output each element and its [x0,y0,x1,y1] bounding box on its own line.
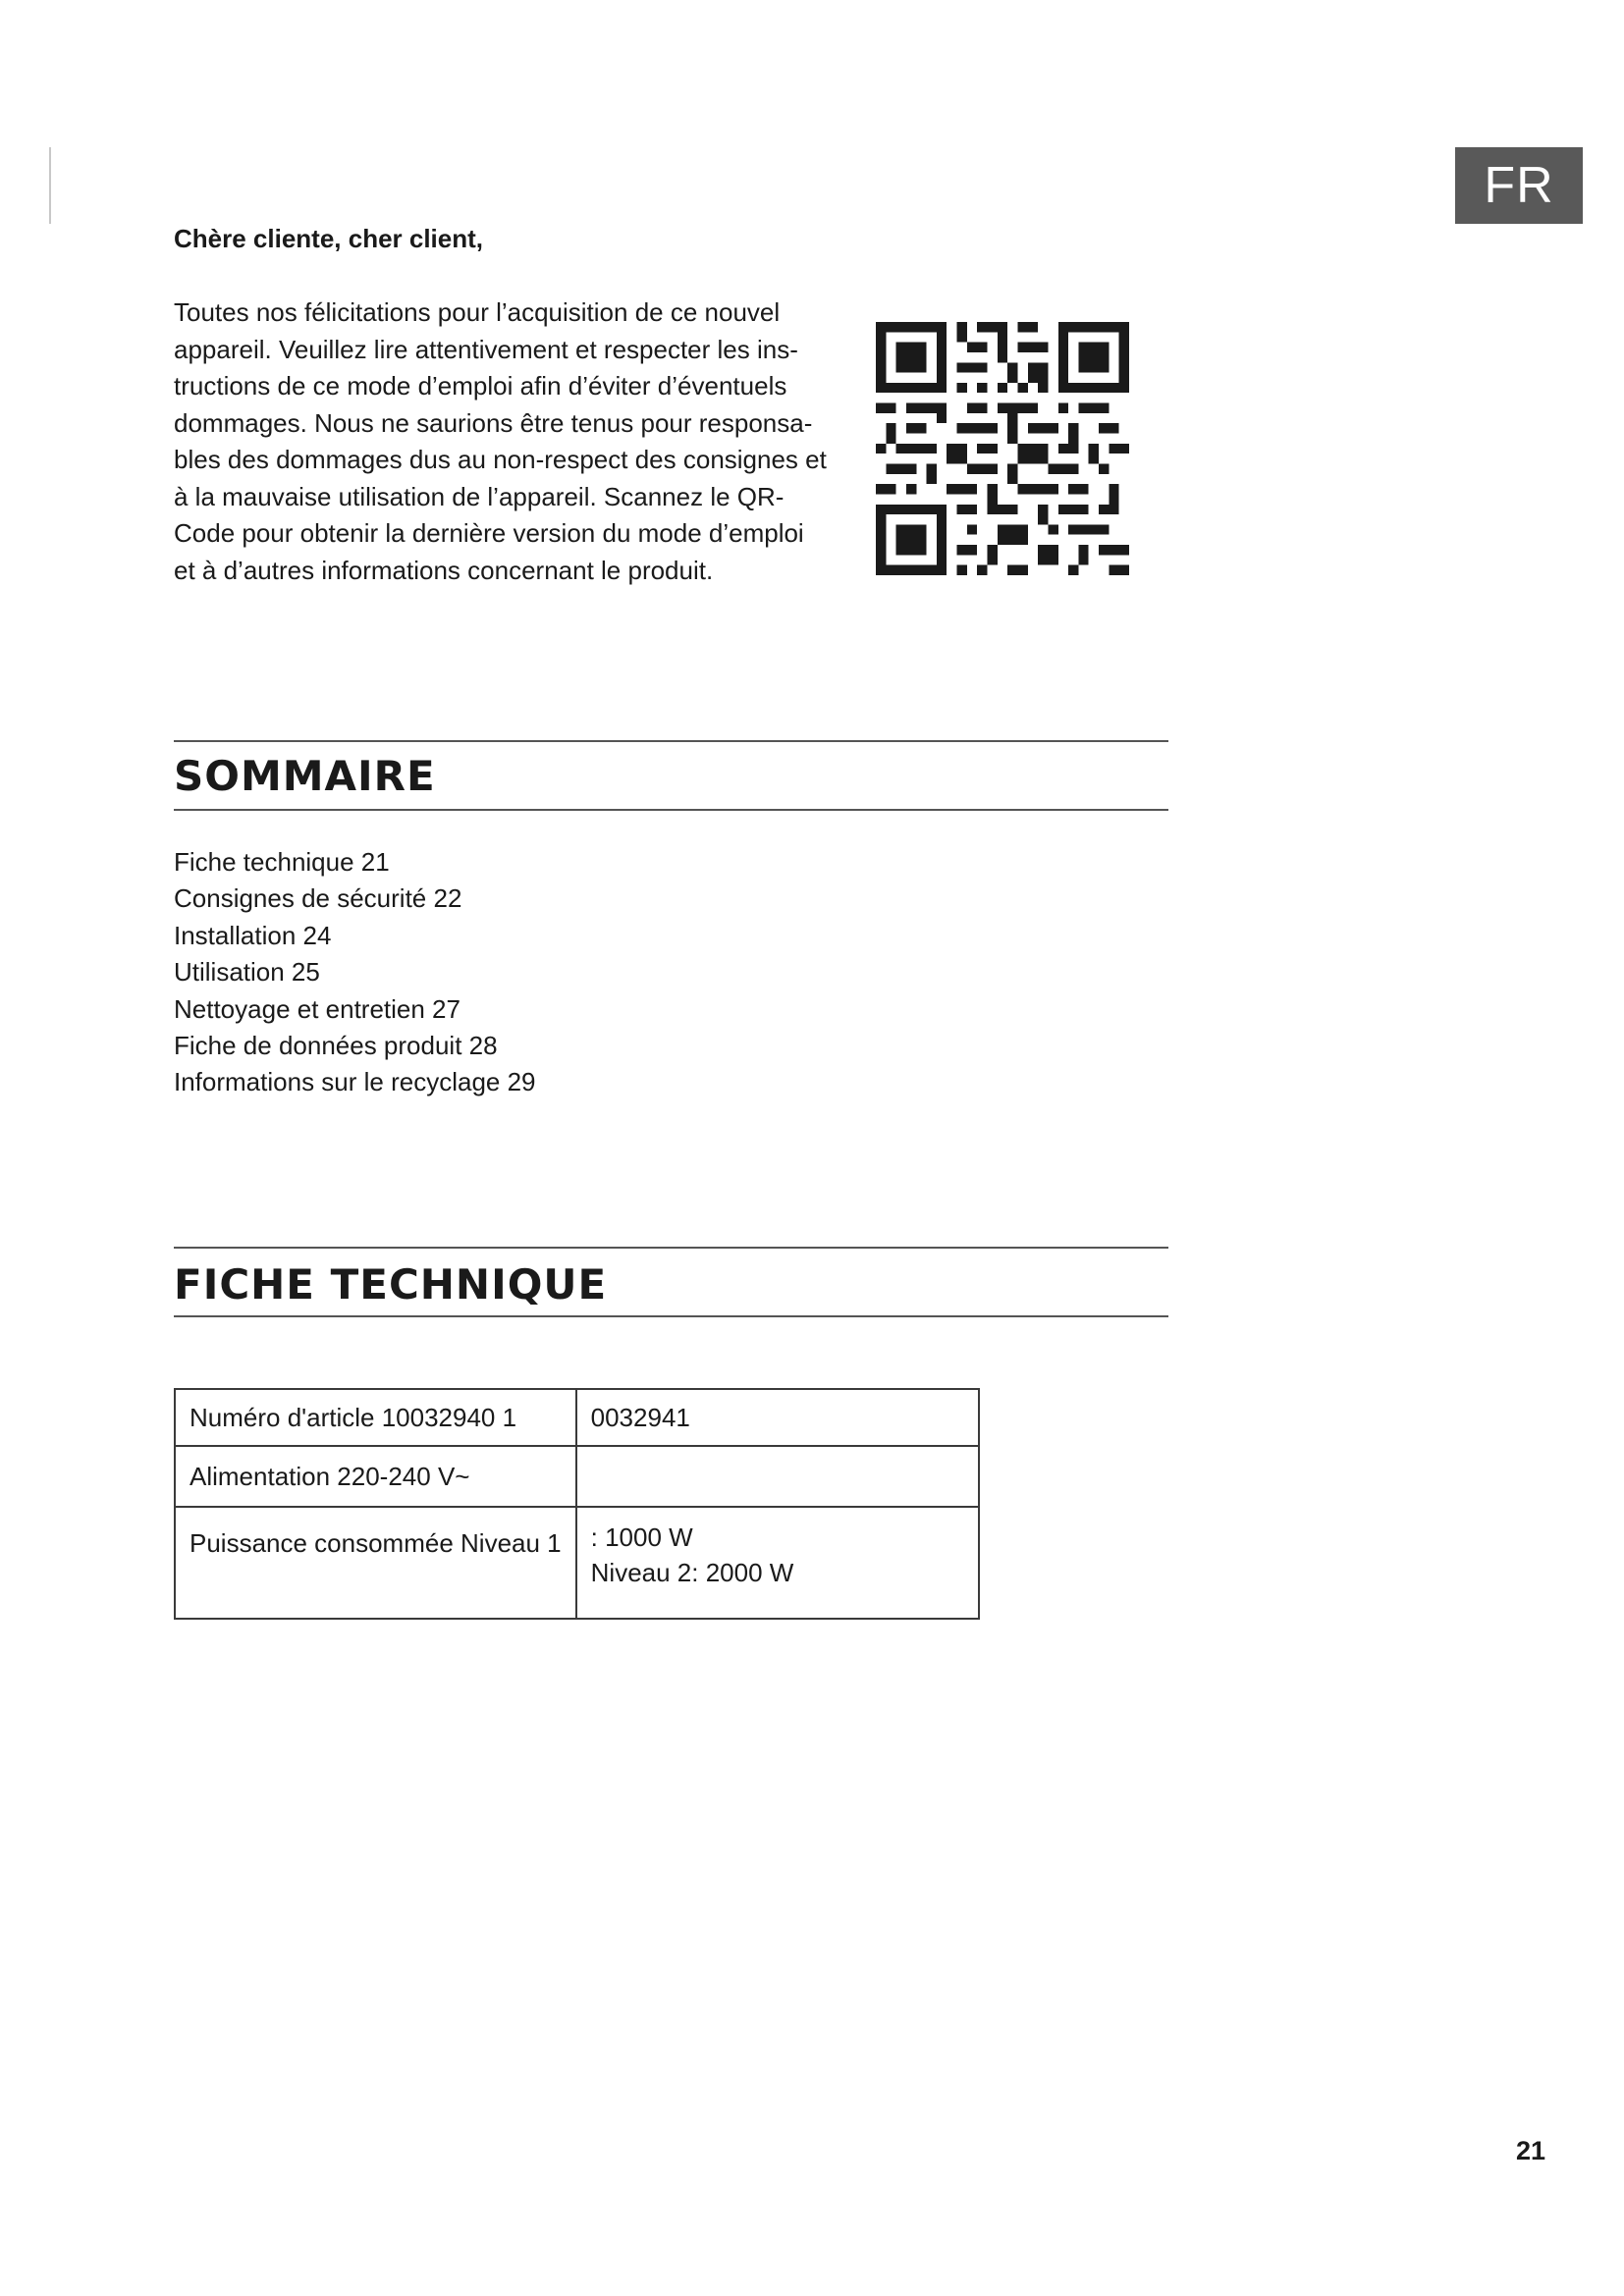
intro-line: à la mauvaise utilisation de l’appareil. Scannez le QR- [174,481,785,511]
margin-mark [49,147,51,224]
spec-label: Alimentation 220-240 V~ [175,1446,576,1507]
intro-line: Toutes nos félicitations pour l’acquisition de ce nouvel [174,297,781,327]
intro-paragraph [174,294,832,589]
table-row [175,1446,979,1507]
intro-line: dommages. Nous ne saurions être tenus pour responsa- [174,407,813,438]
intro-line: appareil. Veuillez lire attentivement et respecter les ins- [174,334,798,364]
intro-line: bles des dommages dus au non-respect des consignes et [174,445,827,474]
spec-value: : 1000 W [590,1522,693,1552]
table-of-contents [174,844,536,1101]
technical-heading: FICHE TECHNIQUE [174,1260,608,1308]
spec-label: Numéro d'article 10032940 1 [175,1389,576,1446]
technical-bottom-rule [174,1315,1168,1317]
toc-item[interactable]: Installation 24 [174,920,332,950]
toc-item[interactable]: Nettoyage et entretien 27 [174,993,460,1024]
page-number: 21 [1516,2136,1546,2165]
intro-line: et à d’autres informations concernant le produit. [174,555,714,585]
spec-label: Puissance consommée Niveau 1 [175,1507,576,1619]
summary-top-rule [174,740,1168,742]
toc-item[interactable]: Utilisation 25 [174,957,320,988]
intro-line: tructions de ce mode d’emploi afin d’éviter d’éventuels [174,371,787,400]
table-row [175,1389,979,1446]
spec-value: 0032941 [576,1389,979,1446]
spec-table [174,1388,980,1620]
table-row [175,1507,979,1619]
greeting: Chère cliente, cher client, [174,224,484,253]
intro-line: Code pour obtenir la dernière version du mode d’emploi [174,518,804,548]
toc-item[interactable]: Consignes de sécurité 22 [174,883,462,914]
toc-item[interactable]: Fiche de données produit 28 [174,1031,498,1061]
summary-bottom-rule [174,809,1168,811]
qr-code[interactable] [876,322,1129,575]
spec-value-line2: Niveau 2: 2000 W [590,1558,794,1587]
spec-value [576,1446,979,1507]
toc-item[interactable]: Fiche technique 21 [174,847,390,877]
spec-value-cell [576,1507,979,1619]
language-tab: FR [1455,147,1583,224]
toc-item[interactable]: Informations sur le recyclage 29 [174,1067,536,1097]
summary-heading: SOMMAIRE [174,752,436,800]
technical-top-rule [174,1247,1168,1249]
